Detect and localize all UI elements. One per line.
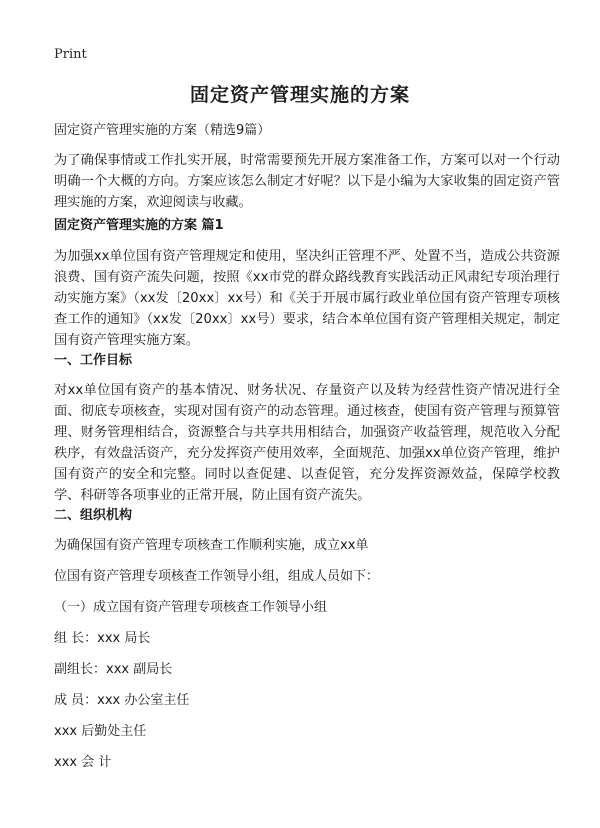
text-line-1: 为确保国有资产管理专项核查工作顺利实施，成立xx单	[54, 538, 369, 553]
text-line-6: 成 员：xxx 办公室主任	[54, 693, 190, 708]
subtitle: 固定资产管理实施的方案（精选9篇）	[54, 123, 271, 138]
text-line-2: 位国有资产管理专项核查工作领导小组，组成人员如下：	[54, 569, 380, 584]
text-line-7: xxx 后勤处主任	[54, 724, 147, 739]
text-line-5: 副组长：xxx 副局长	[54, 662, 173, 677]
paragraph-2: 对xx单位国有资产的基本情况、财务状况、存量资产以及转为经营性资产情况进行全面、彻底专项核查，实现对国有资产的动态管理。通过核查，使国有资产管理与预算管理、财务管理相结合，资源整合与共享共用相结合，加强资产收益管理，规范收入分配秩序，有效盘活资产，充分发挥资产使用效率，全面规范、加强xx单位资产管理，维护国有资产的安全和完整。同时以查促建、以查促管，充分发挥资源效益，保障学校教学、科研等各项事业的正常开展，防止国有资产流失。	[54, 383, 560, 503]
section-heading: 固定资产管理实施的方案 篇1	[54, 218, 224, 233]
text-line-3: （一）成立国有资产管理专项核查工作领导小组	[54, 600, 328, 615]
paragraph-1: 为加强xx单位国有资产管理规定和使用，坚决纠正管理不严、处置不当，造成公共资源浪费、国有资产流失问题，按照《xx市党的群众路线教育实践活动正风肃纪专项治理行动实施方案》（xx发〔20xx〕xx号）和《关于开展市属行政业单位国有资产管理专项核查工作的通知》（xx发〔20xx〕xx号）要求，结合本单位国有资产管理相关规定，制定国有资产管理实施方案。	[54, 249, 560, 348]
intro-paragraph: 为了确保事情或工作扎实开展，时常需要预先开展方案准备工作，方案可以对一个行动明确一个大概的方向。方案应该怎么制定才好呢？以下是小编为大家收集的固定资产管理实施的方案，欢迎阅读与收藏。	[54, 153, 560, 210]
heading-organization: 二、组织机构	[54, 508, 133, 523]
text-line-8: xxx 会 计	[54, 755, 112, 770]
page-title: 固定资产管理实施的方案	[189, 84, 410, 106]
text-line-4: 组 长：xxx 局长	[54, 631, 151, 646]
print-link[interactable]: Print	[54, 47, 87, 62]
heading-goal: 一、工作目标	[54, 353, 133, 368]
